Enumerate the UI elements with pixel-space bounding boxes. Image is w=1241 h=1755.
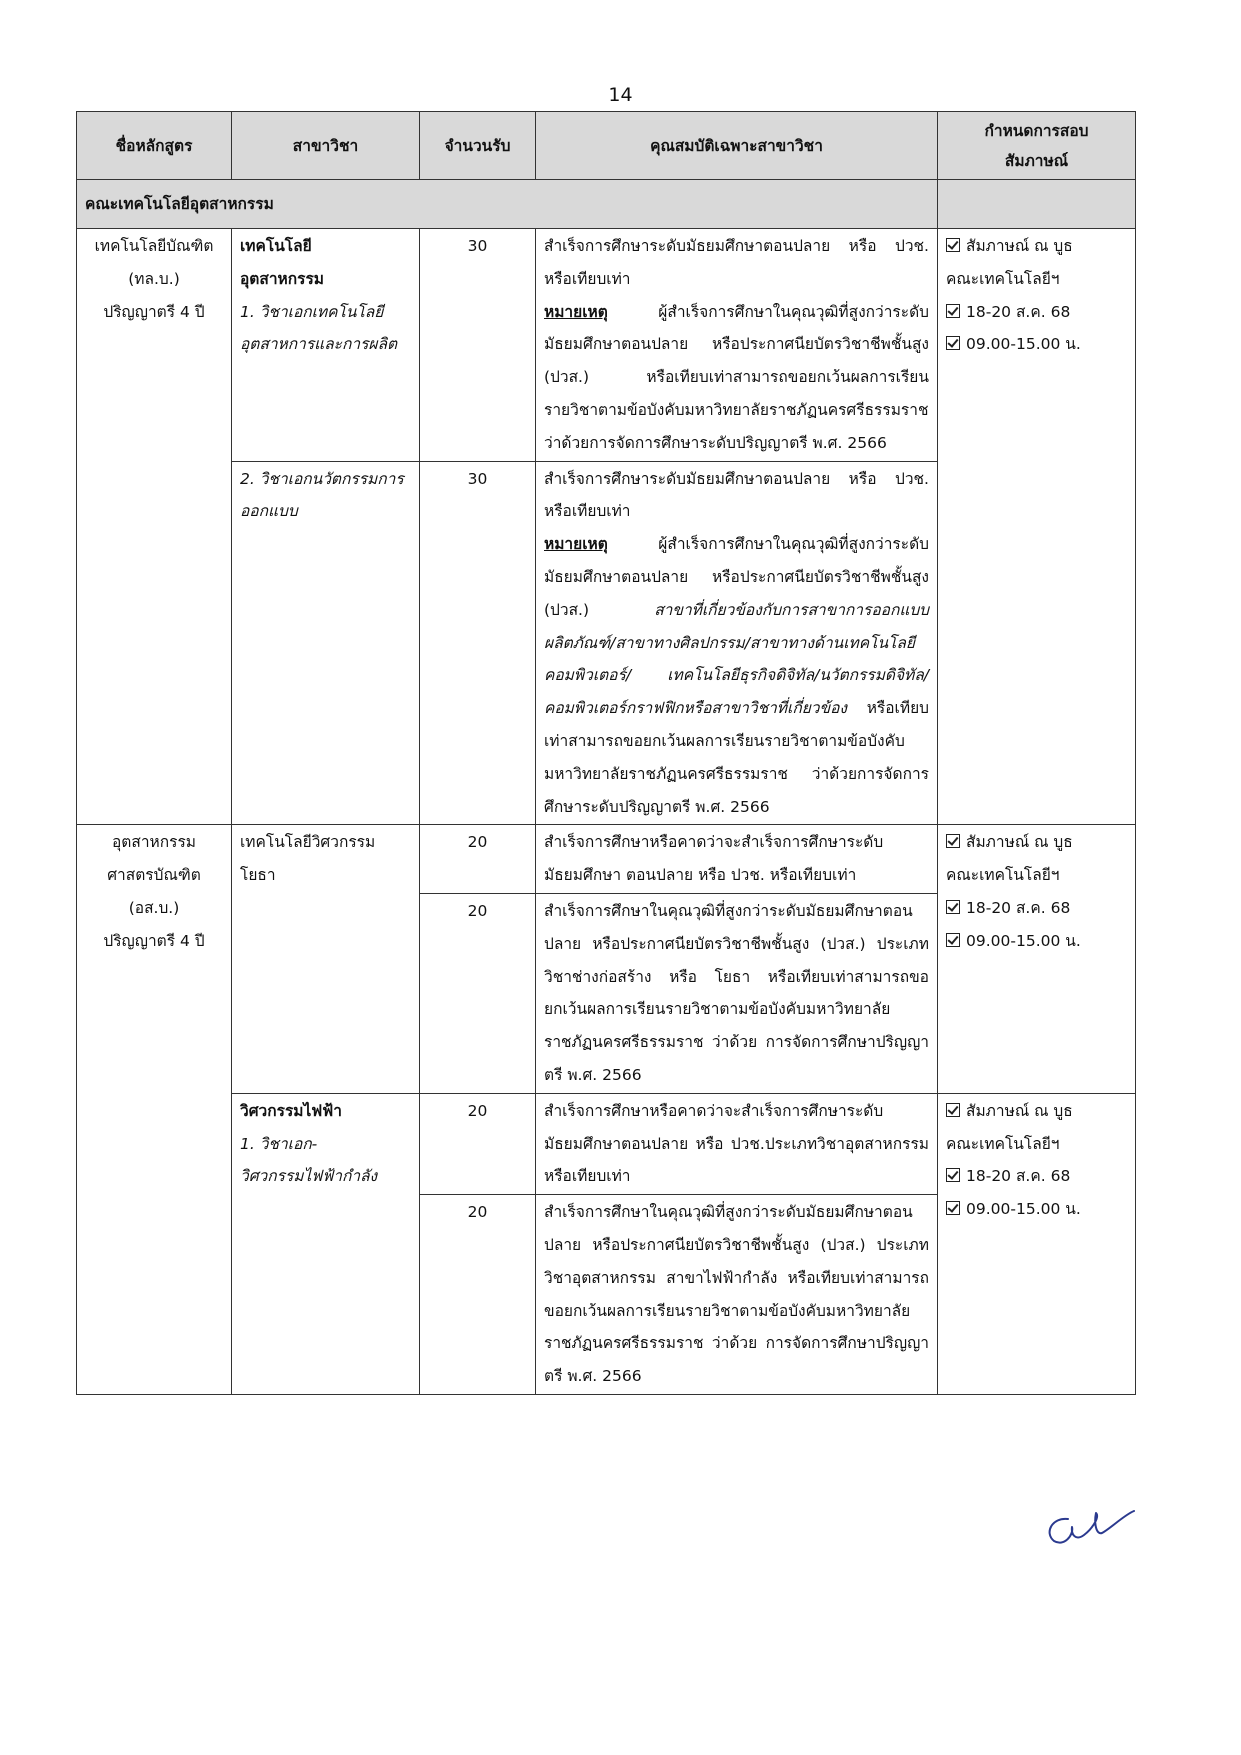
header-program: ชื่อหลักสูตร bbox=[77, 112, 232, 180]
schedule-date: 18-20 ส.ค. 68 bbox=[946, 296, 1127, 329]
major-track: 1. วิชาเอกเทคโนโลยีอุตสาหการและการผลิต bbox=[240, 302, 398, 354]
schedule-place: สัมภาษณ์ ณ บูธ bbox=[946, 230, 1127, 263]
interview-schedule-cell bbox=[938, 229, 1136, 825]
program-name-cell bbox=[77, 229, 232, 825]
note-text-end: หรือเทียบเท่าสามารถขอยกเว้นผลการเรียนรายวิชาตามข้อบังคับมหาวิทยาลัยราชภัฏนครศรีธรรมราช ว่าด้วยการจัดการศึกษาระดับปริญญาตรี พ.ศ. 2566 bbox=[544, 699, 929, 816]
checked-box-icon bbox=[946, 1168, 960, 1182]
page-number: 14 bbox=[608, 84, 633, 106]
note-label: หมายเหตุ bbox=[544, 302, 608, 321]
schedule-place-line2: คณะเทคโนโลยีฯ bbox=[946, 866, 1060, 885]
program-abbrev: (ทล.บ.) bbox=[128, 269, 180, 288]
header-interview-line2: สัมภาษณ์ bbox=[1004, 151, 1069, 170]
major-track-line2: วิศวกรรมไฟฟ้ากำลัง bbox=[240, 1167, 378, 1186]
faculty-row-empty-cell bbox=[938, 180, 1136, 229]
quota-cell: 30 bbox=[420, 461, 536, 825]
quota-cell: 20 bbox=[420, 1093, 536, 1194]
curriculum-table bbox=[76, 111, 1136, 1395]
table-row bbox=[77, 229, 1136, 462]
note-text: ผู้สำเร็จการศึกษาในคุณวุฒิที่สูงกว่าระดับมัธยมศึกษาตอนปลาย หรือประกาศนียบัตรวิชาชีพชั้นสูง (ปวส.) หรือเทียบเท่าสามารถขอยกเว้นผลการเรียนรายวิชาตามข้อบังคับมหาวิทยาลัยราชภัฏนครศรีธรรมราช ว่าด้วยการจัดการศึกษาระดับปริญญาตรี พ.ศ. 2566 bbox=[544, 302, 929, 452]
table-row bbox=[77, 1093, 1136, 1194]
schedule-time: 09.00-15.00 น. bbox=[946, 1193, 1127, 1226]
header-qualification: คุณสมบัติเฉพาะสาขาวิชา bbox=[536, 112, 938, 180]
major-track: 2. วิชาเอกนวัตกรรมการออกแบบ bbox=[232, 461, 420, 825]
table-header-row bbox=[77, 112, 1136, 180]
checked-box-icon bbox=[946, 238, 960, 252]
header-quota: จำนวนรับ bbox=[420, 112, 536, 180]
checked-box-icon bbox=[946, 1103, 960, 1117]
checked-box-icon bbox=[946, 1201, 960, 1215]
handwritten-signature bbox=[1038, 1505, 1138, 1547]
schedule-place: สัมภาษณ์ ณ บูธ bbox=[946, 1095, 1127, 1128]
major-title-line2: โยธา bbox=[240, 866, 276, 885]
qualification-cell: สำเร็จการศึกษาในคุณวุฒิที่สูงกว่าระดับมัธยมศึกษาตอนปลาย หรือประกาศนียบัตรวิชาชีพชั้นสูง (ปวส.) ประเภทวิชาช่างก่อสร้าง หรือ โยธา หรือเทียบเท่าสามารถขอยกเว้นผลการเรียนรายวิชาตามข้อบังคับมหาวิทยาลัยราชภัฏนครศรีธรรมราช ว่าด้วย การจัดการศึกษาปริญญาตรี พ.ศ. 2566 bbox=[536, 893, 938, 1093]
program-name-line: เทคโนโลยีบัณฑิต bbox=[94, 237, 214, 255]
schedule-place-line2: คณะเทคโนโลยีฯ bbox=[946, 269, 1060, 288]
program-name-line2: ศาสตรบัณฑิต bbox=[107, 866, 201, 885]
schedule-place: สัมภาษณ์ ณ บูธ bbox=[946, 826, 1127, 859]
table-row bbox=[77, 825, 1136, 894]
program-name-line: อุตสาหกรรม bbox=[111, 833, 196, 852]
header-interview-line1: กำหนดการสอบ bbox=[984, 121, 1089, 140]
major-track: 1. วิชาเอก- bbox=[240, 1134, 318, 1153]
header-major: สาขาวิชา bbox=[232, 112, 420, 180]
major-title: วิศวกรรมไฟฟ้า bbox=[240, 1101, 342, 1120]
program-name-cell bbox=[77, 825, 232, 1395]
major-cell bbox=[232, 825, 420, 1093]
qualification-cell: สำเร็จการศึกษาในคุณวุฒิที่สูงกว่าระดับมัธยมศึกษาตอนปลาย หรือประกาศนียบัตรวิชาชีพชั้นสูง (ปวส.) ประเภทวิชาอุตสาหกรรม สาขาไฟฟ้ากำลัง หรือเทียบเท่าสามารถขอยกเว้นผลการเรียนรายวิชาตามข้อบังคับมหาวิทยาลัยราชภัฏนครศรีธรรมราช ว่าด้วย การจัดการศึกษาปริญญาตรี พ.ศ. 2566 bbox=[536, 1195, 938, 1395]
interview-schedule-cell bbox=[938, 825, 1136, 1093]
checked-box-icon bbox=[946, 834, 960, 848]
qualification-text: สำเร็จการศึกษาระดับมัธยมศึกษาตอนปลาย หรือ ปวช. หรือเทียบเท่า bbox=[544, 469, 929, 521]
note-text: ผู้สำเร็จการศึกษาในคุณวุฒิที่สูงกว่าระดับมัธยมศึกษาตอนปลาย หรือประกาศนียบัตรวิชาชีพชั้นสูง (ปวส.) bbox=[544, 535, 929, 619]
quota-cell: 30 bbox=[420, 229, 536, 462]
major-cell bbox=[232, 229, 420, 462]
qualification-cell: สำเร็จการศึกษาหรือคาดว่าจะสำเร็จการศึกษาระดับมัธยมศึกษาตอนปลาย หรือ ปวช.ประเภทวิชาอุตสาหกรรม หรือเทียบเท่า bbox=[536, 1093, 938, 1194]
checked-box-icon bbox=[946, 304, 960, 318]
schedule-place-line2: คณะเทคโนโลยีฯ bbox=[946, 1134, 1060, 1153]
quota-cell: 20 bbox=[420, 1195, 536, 1395]
checked-box-icon bbox=[946, 933, 960, 947]
header-interview-schedule bbox=[938, 112, 1136, 180]
quota-cell: 20 bbox=[420, 893, 536, 1093]
quota-cell: 20 bbox=[420, 825, 536, 894]
faculty-row bbox=[77, 180, 1136, 229]
major-title: เทคโนโลยี bbox=[240, 237, 312, 255]
major-title: เทคโนโลยีวิศวกรรม bbox=[240, 833, 376, 852]
major-cell bbox=[232, 1093, 420, 1394]
program-abbrev: (อส.บ.) bbox=[128, 898, 180, 917]
note-label: หมายเหตุ bbox=[544, 535, 608, 554]
schedule-date: 18-20 ส.ค. 68 bbox=[946, 1160, 1127, 1193]
qualification-cell bbox=[536, 229, 938, 462]
qualification-cell bbox=[536, 461, 938, 825]
note-related-fields: สาขาที่เกี่ยวข้องกับการสาขาการออกแบบผลิตภัณฑ์/สาขาทางศิลปกรรม/สาขาทางด้านเทคโนโลยีคอมพิวเตอร์/ เทคโนโลยีธุรกิจดิจิทัล/นวัตกรรมดิจิทัล/คอมพิวเตอร์กราฟฟิกหรือสาขาวิชาที่เกี่ยวข้อง bbox=[544, 600, 929, 718]
qualification-text: สำเร็จการศึกษาระดับมัธยมศึกษาตอนปลาย หรือ ปวช. หรือเทียบเท่า bbox=[544, 237, 929, 288]
qualification-cell: สำเร็จการศึกษาหรือคาดว่าจะสำเร็จการศึกษาระดับมัธยมศึกษา ตอนปลาย หรือ ปวช. หรือเทียบเท่า bbox=[536, 825, 938, 894]
checked-box-icon bbox=[946, 336, 960, 350]
schedule-time: 09.00-15.00 น. bbox=[946, 328, 1127, 361]
interview-schedule-cell bbox=[938, 1093, 1136, 1394]
program-degree: ปริญญาตรี 4 ปี bbox=[103, 302, 205, 321]
faculty-name: คณะเทคโนโลยีอุตสาหกรรม bbox=[77, 180, 938, 229]
schedule-time: 09.00-15.00 น. bbox=[946, 925, 1127, 958]
schedule-date: 18-20 ส.ค. 68 bbox=[946, 892, 1127, 925]
checked-box-icon bbox=[946, 900, 960, 914]
major-title-line2: อุตสาหกรรม bbox=[240, 269, 325, 288]
program-degree: ปริญญาตรี 4 ปี bbox=[103, 931, 205, 950]
